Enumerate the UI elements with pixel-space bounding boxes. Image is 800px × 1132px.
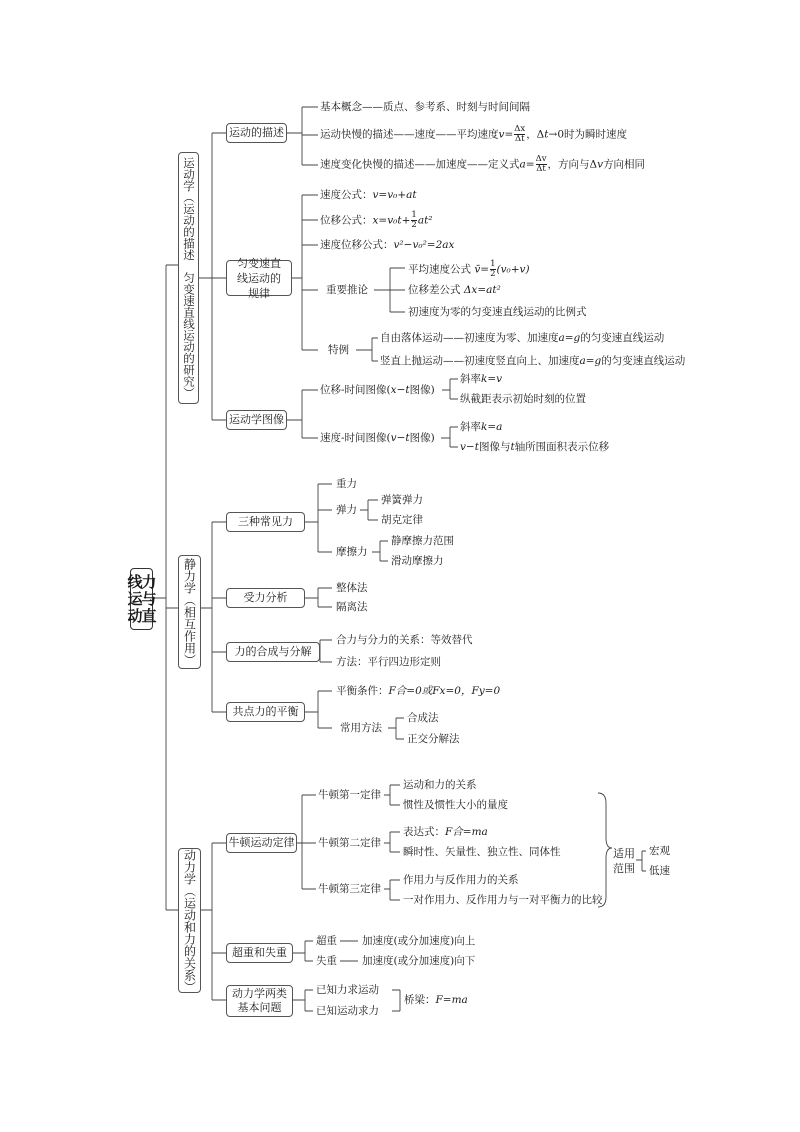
free-fall: 自由落体运动——初速度为零、加速度a=g的匀变速直线运动	[380, 332, 665, 344]
vertical-throw: 竖直上抛运动——初速度竖直向上、加速度a=g的匀变速直线运动	[380, 355, 686, 367]
second-law-properties: 瞬时性、矢量性、独立性、同体性	[403, 846, 561, 858]
node-uniform-motion: 匀变速直线运动的规律	[226, 260, 292, 296]
speed-symbol: v	[498, 128, 505, 141]
average-velocity-formula: 平均速度公式 v̄= $\frac{1}{2}$ (v₀+v)	[408, 259, 530, 279]
node-statics: 静力学（相互作用）	[178, 555, 201, 669]
spring-force: 弹簧弹力	[381, 494, 423, 506]
common-methods: 常用方法	[340, 722, 382, 734]
equilibrium-condition: 平衡条件：F合=0或Fx=0，Fy=0	[336, 685, 501, 697]
node-motion-description: 运动的描述	[226, 123, 287, 143]
motion-force-relation: 运动和力的关系	[403, 779, 477, 791]
action-reaction: 作用力与反作用力的关系	[403, 874, 519, 886]
displacement-formula: 位移公式：x=v₀t+ $\frac{1}{2}$ at²	[320, 210, 433, 230]
resultant-relation: 合力与分力的关系：等效替代	[336, 634, 473, 646]
basic-concepts: 基本概念——质点、参考系、时刻与时间间隔	[320, 101, 530, 113]
node-equilibrium: 共点力的平衡	[226, 702, 305, 722]
accel-eq: =	[525, 158, 535, 171]
node-force-composition: 力的合成与分解	[226, 642, 320, 662]
elastic-force: 弹力	[336, 504, 357, 516]
avg-fraction: $\frac{1}{2}$	[490, 259, 496, 279]
speed-limit-symbol: t	[544, 128, 549, 141]
displacement-difference-formula: 位移差公式 Δx=at²	[408, 284, 501, 296]
isolation-method: 隔离法	[336, 601, 368, 613]
important-inferences: 重要推论	[326, 284, 368, 296]
bridge-formula: 桥梁：F=ma	[404, 994, 468, 1006]
force-to-motion: 已知力求运动	[316, 984, 379, 996]
hooke-law: 胡克定律	[381, 514, 423, 526]
speed-description	[320, 125, 627, 144]
newton-second-law: 牛顿第二定律	[318, 837, 381, 849]
node-force-analysis: 受力分析	[226, 588, 305, 608]
speed-limit-text: ，Δ	[526, 128, 545, 141]
macroscopic: 宏观	[649, 845, 670, 857]
newton-first-law: 牛顿第一定律	[318, 789, 381, 801]
second-law-expression: 表达式：F合=ma	[403, 826, 488, 838]
inertia-measure: 惯性及惯性大小的量度	[403, 799, 508, 811]
parallelogram-rule: 方法：平行四边形定则	[336, 656, 441, 668]
static-friction-range: 静摩擦力范围	[391, 535, 454, 547]
synthesis-method: 合成法	[407, 712, 439, 724]
acceleration-description	[320, 155, 645, 174]
speed-text: 运动快慢的描述——速度——平均速度	[320, 128, 499, 141]
weightless-desc: 加速度(或分加速度)向下	[362, 955, 476, 967]
vt-area: v−t图像与t轴所围面积表示位移	[460, 441, 610, 453]
weightless: 失重	[316, 955, 337, 967]
node-newton-laws: 牛顿运动定律	[226, 833, 297, 853]
action-vs-balance: 一对作用力、反作用力与一对平衡力的比较	[403, 894, 603, 906]
applicable-scope: 适用范围	[613, 847, 635, 875]
overweight: 超重	[316, 935, 337, 947]
speed-limit-end: →0时为瞬时速度	[548, 128, 627, 141]
xt-slope: 斜率k=v	[460, 373, 503, 385]
speed-fraction: $\frac{\Delta x}{\Delta t}$	[514, 124, 526, 144]
newton-third-law: 牛顿第三定律	[318, 883, 381, 895]
xt-intercept: 纵截距表示初始时刻的位置	[460, 393, 586, 405]
motion-to-force: 已知运动求力	[316, 1005, 379, 1017]
special-cases: 特例	[328, 344, 349, 356]
accel-direction-end: 方向相同	[603, 158, 646, 171]
orthogonal-decomposition: 正交分解法	[407, 733, 460, 745]
node-motion-graphs: 运动学图像	[226, 410, 287, 430]
friction-force: 摩擦力	[336, 546, 368, 558]
node-kinematics: 运动学（运动的描述 匀变速直线运动的研究）	[178, 152, 199, 404]
vt-slope: 斜率k=a	[460, 421, 503, 433]
gravity: 重力	[336, 478, 357, 490]
node-weight-states: 超重和失重	[226, 943, 293, 963]
ratio-formula: 初速度为零的匀变速直线运动的比例式	[408, 306, 587, 318]
accel-direction: ，方向与Δ	[547, 158, 598, 171]
half-fraction: $\frac{1}{2}$	[411, 210, 417, 230]
whole-method: 整体法	[336, 582, 368, 594]
accel-fraction: $\frac{\Delta v}{\Delta t}$	[535, 154, 547, 174]
node-dynamics: 动力学（运动和力的关系）	[178, 848, 201, 993]
accel-direction-symbol: v	[597, 158, 604, 171]
vt-graph: 速度-时间图像(v−t图像)	[320, 432, 435, 444]
accel-symbol: a	[519, 158, 526, 171]
speed-eq: =	[504, 128, 514, 141]
overweight-desc: 加速度(或分加速度)向上	[362, 935, 476, 947]
node-three-forces: 三种常见力	[226, 512, 305, 532]
root-node: 力与直线运动	[130, 568, 153, 630]
node-two-problems: 动力学两类基本问题	[226, 985, 293, 1017]
accel-text: 速度变化快慢的描述——加速度——定义式	[320, 158, 520, 171]
sliding-friction: 滑动摩擦力	[391, 555, 444, 567]
velocity-displacement-formula: 速度位移公式：v²−v₀²=2ax	[320, 239, 455, 251]
velocity-formula: 速度公式：v=v₀+at	[320, 189, 417, 201]
xt-graph: 位移-时间图像(x−t图像)	[320, 384, 435, 396]
low-speed: 低速	[649, 865, 670, 877]
